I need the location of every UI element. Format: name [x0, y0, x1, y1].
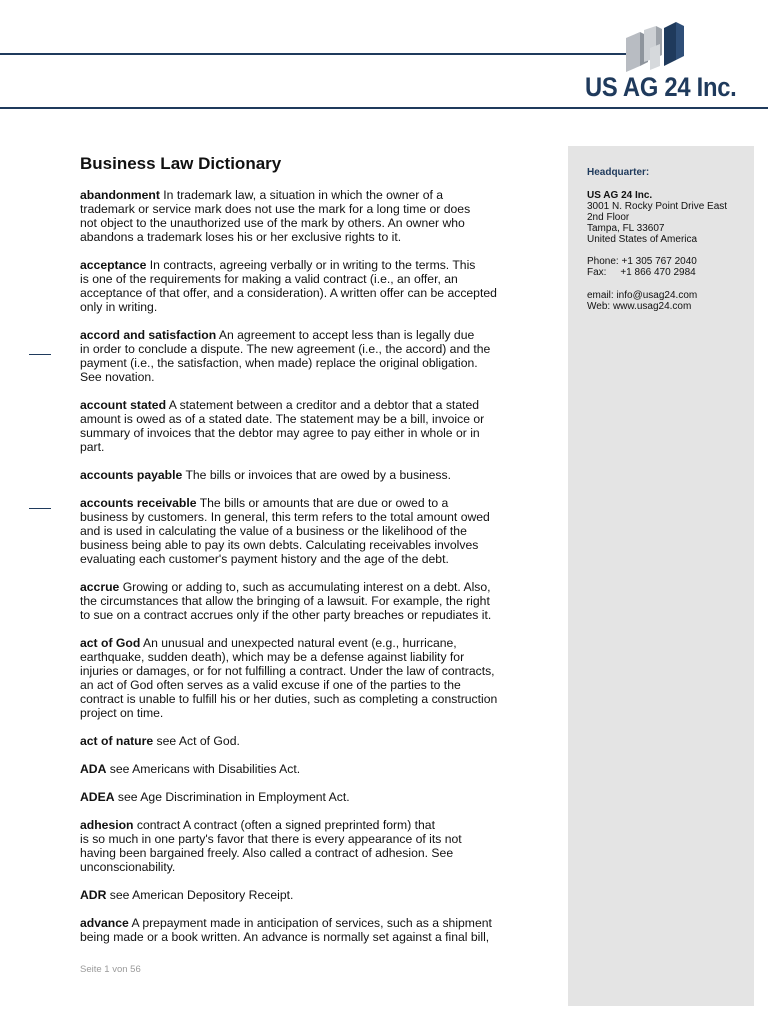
entry-term: advance	[80, 916, 129, 930]
entry-definition: evaluating each customer's payment history and the age of the debt.	[80, 552, 449, 566]
entry-line	[80, 594, 550, 608]
entry-definition: and is used in calculating the value of a business or the likelihood of the	[80, 524, 467, 538]
entry-term: act of nature	[80, 734, 154, 748]
entry-definition: The bills or amounts that are due or owed to a	[196, 496, 449, 510]
entry-definition: project on time.	[80, 706, 164, 720]
dictionary-entry	[80, 734, 550, 748]
entry-line	[80, 356, 550, 370]
entry-definition: to sue on a contract accrues only if the other party breaches or repudiates it.	[80, 608, 492, 622]
entry-line	[80, 692, 550, 706]
entry-definition: A statement between a creditor and a debtor that a stated	[166, 398, 480, 412]
document-title: Business Law Dictionary	[80, 154, 282, 173]
entry-line	[80, 398, 550, 412]
entry-line	[80, 272, 550, 286]
entry-definition: An agreement to accept less than is legally due	[216, 328, 475, 342]
dictionary-entry	[80, 888, 550, 902]
entry-term: ADA	[80, 762, 107, 776]
entry-line	[80, 790, 550, 804]
entry-line	[80, 440, 550, 454]
hq-fax: Fax: +1 866 470 2984	[587, 267, 696, 278]
entry-term: accrue	[80, 580, 120, 594]
entry-definition: business by customers. In general, this term refers to the total amount owed	[80, 510, 490, 524]
entry-definition: Growing or adding to, such as accumulating interest on a debt. Also,	[119, 580, 491, 594]
entry-line	[80, 510, 550, 524]
entry-term: ADEA	[80, 790, 115, 804]
entry-line	[80, 412, 550, 426]
entry-definition: only in writing.	[80, 300, 158, 314]
entry-line	[80, 930, 550, 944]
entry-definition: See novation.	[80, 370, 155, 384]
entry-line	[80, 552, 550, 566]
entry-line	[80, 678, 550, 692]
entry-line	[80, 216, 550, 230]
entry-definition: abandons a trademark loses his or her exclusive rights to it.	[80, 230, 402, 244]
headquarter-panel	[568, 146, 754, 1006]
header-rule-top	[0, 53, 626, 55]
entry-term: acceptance	[80, 258, 147, 272]
hq-address-line: Tampa, FL 33607	[587, 223, 665, 234]
entry-definition: contract is unable to fulfill his or her duties, such as completing a construction	[80, 692, 498, 706]
entry-line	[80, 832, 550, 846]
entry-line	[80, 734, 550, 748]
entry-term: accounts payable	[80, 468, 183, 482]
entry-line	[80, 524, 550, 538]
entry-line	[80, 608, 550, 622]
entry-term: ADR	[80, 888, 107, 902]
dictionary-entry	[80, 468, 550, 482]
entry-line	[80, 496, 550, 510]
dictionary-entry	[80, 398, 550, 454]
entry-definition: A prepayment made in anticipation of services, such as a shipment	[128, 916, 492, 930]
entry-term: abandonment	[80, 188, 160, 202]
entry-definition: acceptance of that offer, and a consideration). A written offer can be accepted	[80, 286, 497, 300]
entry-line	[80, 636, 550, 650]
dictionary-entry	[80, 496, 550, 566]
entry-definition: not object to the unauthorized use of the mark by others. An owner who	[80, 216, 465, 230]
company-name: US AG 24 Inc.	[585, 72, 737, 102]
entry-term: accounts receivable	[80, 496, 197, 510]
entry-definition: injuries or damages, or for not fulfilling a contract. Under the law of contracts,	[80, 664, 495, 678]
dictionary-entry	[80, 636, 550, 720]
headquarter-title: Headquarter:	[587, 167, 650, 178]
entry-line	[80, 762, 550, 776]
entry-line	[80, 286, 550, 300]
dictionary-entry	[80, 580, 550, 622]
hq-phone: Phone: +1 305 767 2040	[587, 256, 697, 267]
entry-term: act of God	[80, 636, 141, 650]
dictionary-entry	[80, 258, 550, 314]
entry-line	[80, 202, 550, 216]
hq-company: US AG 24 Inc.	[587, 190, 653, 201]
entry-definition: an act of God often serves as a valid excuse if one of the parties to the	[80, 678, 461, 692]
entry-line	[80, 888, 550, 902]
entry-definition: In contracts, agreeing verbally or in writing to the terms. This	[146, 258, 476, 272]
entry-term: account stated	[80, 398, 167, 412]
entry-line	[80, 370, 550, 384]
entry-definition: the circumstances that allow the bringing of a lawsuit. For example, the right	[80, 594, 490, 608]
entry-definition: in order to conclude a dispute. The new agreement (i.e., the accord) and the	[80, 342, 491, 356]
entry-definition: unconscionability.	[80, 860, 176, 874]
margin-mark	[29, 508, 51, 509]
dictionary-entry	[80, 188, 550, 244]
entry-definition: summary of invoices that the debtor may agree to pay either in whole or in	[80, 426, 480, 440]
entry-line	[80, 468, 550, 482]
entry-definition: contract A contract (often a signed preprinted form) that	[133, 818, 435, 832]
entry-line	[80, 580, 550, 594]
entry-definition: business being able to pay its own debts. Calculating receivables involves	[80, 538, 479, 552]
page-footer: Seite 1 von 56	[80, 964, 141, 975]
entry-term: accord and satisfaction	[80, 328, 217, 342]
entry-line	[80, 818, 550, 832]
entry-definition: part.	[80, 440, 105, 454]
entry-definition: see Act of God.	[153, 734, 240, 748]
entry-definition: An unusual and unexpected natural event (e.g., hurricane,	[140, 636, 457, 650]
entry-line	[80, 258, 550, 272]
entry-line	[80, 538, 550, 552]
entry-definition: see American Depository Receipt.	[106, 888, 294, 902]
entry-line	[80, 860, 550, 874]
entry-line	[80, 650, 550, 664]
dictionary-entry	[80, 916, 550, 944]
dictionary-entry	[80, 818, 550, 874]
entry-line	[80, 342, 550, 356]
entry-line	[80, 188, 550, 202]
hq-email[interactable]: email: info@usag24.com	[587, 290, 698, 301]
entry-definition: earthquake, sudden death), which may be a defense against liability for	[80, 650, 465, 664]
dictionary-entry	[80, 762, 550, 776]
entry-definition: The bills or invoices that are owed by a business.	[182, 468, 452, 482]
entry-line	[80, 230, 550, 244]
entry-line	[80, 706, 550, 720]
hq-web[interactable]: Web: www.usag24.com	[587, 301, 692, 312]
entry-definition: is so much in one party's favor that there is every appearance of its not	[80, 832, 462, 846]
margin-mark	[29, 354, 51, 355]
entry-definition: see Age Discrimination in Employment Act.	[114, 790, 350, 804]
entry-definition: payment (i.e., the satisfaction, when made) replace the original obligation.	[80, 356, 478, 370]
entry-definition: see Americans with Disabilities Act.	[106, 762, 301, 776]
entry-definition: being made or a book written. An advance is normally set against a final bill,	[80, 930, 490, 944]
entry-definition: having been bargained freely. Also called a contract of adhesion. See	[80, 846, 454, 860]
entry-line	[80, 300, 550, 314]
entry-line	[80, 664, 550, 678]
entry-line	[80, 328, 550, 342]
entry-definition: is one of the requirements for making a valid contract (i.e., an offer, an	[80, 272, 458, 286]
entry-line	[80, 916, 550, 930]
hq-address-line: United States of America	[587, 234, 698, 245]
entry-definition: amount is owed as of a stated date. The statement may be a bill, invoice or	[80, 412, 485, 426]
header-rule-bottom	[0, 107, 768, 109]
hq-address-line: 2nd Floor	[587, 212, 630, 223]
dictionary-entry	[80, 328, 550, 384]
entry-line	[80, 846, 550, 860]
hq-address-line: 3001 N. Rocky Point Drive East	[587, 201, 728, 212]
entry-term: adhesion	[80, 818, 134, 832]
entry-definition: In trademark law, a situation in which the owner of a	[159, 188, 444, 202]
entry-line	[80, 426, 550, 440]
dictionary-entry	[80, 790, 550, 804]
entry-definition: trademark or service mark does not use the mark for a long time or does	[80, 202, 471, 216]
stacked-blocks-logo-icon	[626, 22, 692, 72]
